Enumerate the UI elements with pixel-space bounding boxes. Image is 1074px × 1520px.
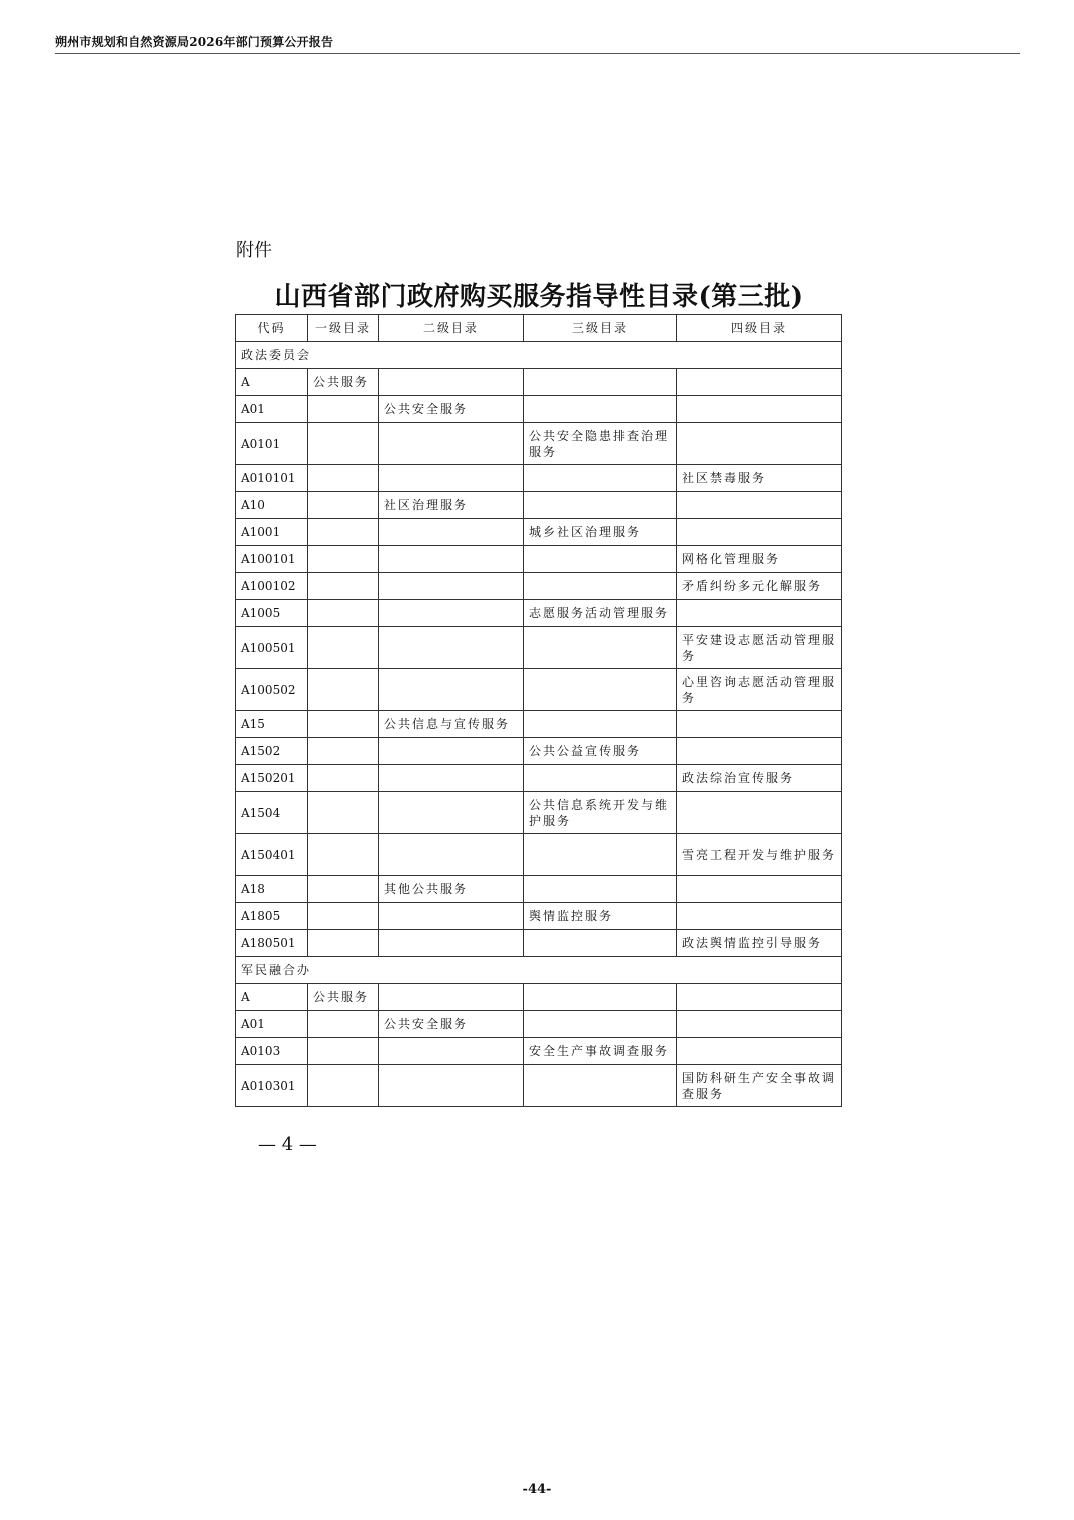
cell-level2 (379, 627, 524, 669)
cell-level2 (379, 465, 524, 492)
cell-level3 (524, 669, 677, 711)
cell-code: A1001 (236, 519, 308, 546)
cell-level2 (379, 369, 524, 396)
table-row (236, 423, 842, 465)
cell-level1 (308, 738, 379, 765)
cell-level4: 网格化管理服务 (677, 546, 842, 573)
table-row (236, 600, 842, 627)
cell-level1 (308, 1038, 379, 1065)
cell-level2 (379, 984, 524, 1011)
cell-level4 (677, 1038, 842, 1065)
cell-code: A01 (236, 396, 308, 423)
column-header-level1: 一级目录 (308, 315, 379, 342)
cell-level4 (677, 519, 842, 546)
table-row (236, 711, 842, 738)
cell-level4: 社区禁毒服务 (677, 465, 842, 492)
cell-level4 (677, 492, 842, 519)
footer-page-number: -44- (522, 1482, 552, 1497)
cell-level2 (379, 792, 524, 834)
table-body (236, 342, 842, 1107)
cell-level4: 雪亮工程开发与维护服务 (677, 834, 842, 876)
cell-code: A1502 (236, 738, 308, 765)
table-row (236, 396, 842, 423)
table-row (236, 984, 842, 1011)
cell-code: A18 (236, 876, 308, 903)
cell-level3 (524, 711, 677, 738)
table-row (236, 1065, 842, 1107)
cell-level3 (524, 1065, 677, 1107)
cell-level1 (308, 600, 379, 627)
cell-level3: 公共公益宣传服务 (524, 738, 677, 765)
cell-code: A0103 (236, 1038, 308, 1065)
header-divider (55, 53, 1020, 54)
table-row (236, 930, 842, 957)
cell-code: A (236, 369, 308, 396)
column-header-level3: 三级目录 (524, 315, 677, 342)
section-row (236, 342, 842, 369)
column-header-level2: 二级目录 (379, 315, 524, 342)
cell-level2 (379, 765, 524, 792)
cell-level4 (677, 876, 842, 903)
cell-code: A1504 (236, 792, 308, 834)
table-row (236, 876, 842, 903)
cell-level2 (379, 546, 524, 573)
cell-level1 (308, 396, 379, 423)
cell-level4: 政法舆情监控引导服务 (677, 930, 842, 957)
cell-code: A10 (236, 492, 308, 519)
cell-level2 (379, 903, 524, 930)
cell-level3 (524, 876, 677, 903)
cell-level3 (524, 396, 677, 423)
cell-level3: 安全生产事故调查服务 (524, 1038, 677, 1065)
inner-page-number: — 4 — (258, 1134, 317, 1155)
cell-level4: 心里咨询志愿活动管理服务 (677, 669, 842, 711)
cell-level4 (677, 903, 842, 930)
cell-level2 (379, 669, 524, 711)
cell-level2 (379, 600, 524, 627)
cell-level4 (677, 738, 842, 765)
cell-level2 (379, 1065, 524, 1107)
table-row (236, 627, 842, 669)
cell-level1 (308, 903, 379, 930)
cell-code: A010101 (236, 465, 308, 492)
cell-level1 (308, 573, 379, 600)
cell-level4: 国防科研生产安全事故调查服务 (677, 1065, 842, 1107)
cell-code: A1805 (236, 903, 308, 930)
table-row (236, 669, 842, 711)
cell-level3: 公共信息系统开发与维护服务 (524, 792, 677, 834)
cell-level2 (379, 573, 524, 600)
cell-level3: 城乡社区治理服务 (524, 519, 677, 546)
cell-level3: 公共安全隐患排查治理服务 (524, 423, 677, 465)
section-label: 军民融合办 (236, 957, 842, 984)
cell-level4 (677, 711, 842, 738)
cell-code: A150401 (236, 834, 308, 876)
cell-code: A (236, 984, 308, 1011)
cell-code: A180501 (236, 930, 308, 957)
cell-code: A0101 (236, 423, 308, 465)
cell-level4 (677, 600, 842, 627)
section-label: 政法委员会 (236, 342, 842, 369)
cell-level3 (524, 465, 677, 492)
cell-level4 (677, 1011, 842, 1038)
table-row (236, 765, 842, 792)
cell-code: A100101 (236, 546, 308, 573)
table-row (236, 834, 842, 876)
cell-level3 (524, 834, 677, 876)
cell-level4 (677, 396, 842, 423)
column-header-code: 代码 (236, 315, 308, 342)
cell-level2 (379, 930, 524, 957)
cell-code: A100502 (236, 669, 308, 711)
cell-level3: 舆情监控服务 (524, 903, 677, 930)
cell-level1 (308, 1011, 379, 1038)
cell-level1 (308, 792, 379, 834)
cell-level1 (308, 711, 379, 738)
cell-level3 (524, 573, 677, 600)
cell-level1 (308, 1065, 379, 1107)
cell-level4 (677, 984, 842, 1011)
cell-level3: 志愿服务活动管理服务 (524, 600, 677, 627)
section-row (236, 957, 842, 984)
cell-level2 (379, 423, 524, 465)
cell-level3 (524, 1011, 677, 1038)
cell-level1 (308, 423, 379, 465)
table-row (236, 903, 842, 930)
running-header: 朔州市规划和自然资源局2026年部门预算公开报告 (55, 35, 334, 49)
cell-level3 (524, 765, 677, 792)
cell-level3 (524, 546, 677, 573)
cell-level4 (677, 369, 842, 396)
cell-level3 (524, 369, 677, 396)
cell-level1 (308, 627, 379, 669)
cell-level2: 公共安全服务 (379, 1011, 524, 1038)
cell-level4: 平安建设志愿活动管理服务 (677, 627, 842, 669)
cell-level3 (524, 627, 677, 669)
cell-level1 (308, 930, 379, 957)
cell-level1: 公共服务 (308, 369, 379, 396)
table-row (236, 573, 842, 600)
table-row (236, 492, 842, 519)
column-header-level4: 四级目录 (677, 315, 842, 342)
table-row (236, 465, 842, 492)
cell-code: A01 (236, 1011, 308, 1038)
cell-level3 (524, 492, 677, 519)
cell-level1 (308, 765, 379, 792)
cell-level3 (524, 984, 677, 1011)
cell-level1 (308, 492, 379, 519)
cell-level1 (308, 546, 379, 573)
cell-level2 (379, 1038, 524, 1065)
cell-code: A010301 (236, 1065, 308, 1107)
table-header-row (236, 315, 842, 342)
cell-code: A15 (236, 711, 308, 738)
cell-level2 (379, 738, 524, 765)
cell-level4: 政法综治宣传服务 (677, 765, 842, 792)
cell-level4 (677, 423, 842, 465)
attachment-label: 附件 (236, 240, 272, 261)
cell-level2: 其他公共服务 (379, 876, 524, 903)
table-row (236, 519, 842, 546)
table-row (236, 1038, 842, 1065)
cell-level2: 社区治理服务 (379, 492, 524, 519)
cell-level4 (677, 792, 842, 834)
table-row (236, 369, 842, 396)
cell-level2: 公共信息与宣传服务 (379, 711, 524, 738)
cell-level2 (379, 519, 524, 546)
cell-code: A100102 (236, 573, 308, 600)
cell-level1 (308, 519, 379, 546)
cell-level1 (308, 876, 379, 903)
cell-level3 (524, 930, 677, 957)
table-row (236, 792, 842, 834)
cell-level1 (308, 465, 379, 492)
cell-level2: 公共安全服务 (379, 396, 524, 423)
table-row (236, 1011, 842, 1038)
document-title: 山西省部门政府购买服务指导性目录(第三批) (274, 282, 804, 312)
service-catalog-table (235, 314, 842, 1107)
cell-code: A100501 (236, 627, 308, 669)
cell-code: A150201 (236, 765, 308, 792)
cell-level1 (308, 669, 379, 711)
cell-level2 (379, 834, 524, 876)
cell-level1 (308, 834, 379, 876)
table-row (236, 546, 842, 573)
table-row (236, 738, 842, 765)
cell-code: A1005 (236, 600, 308, 627)
cell-level1: 公共服务 (308, 984, 379, 1011)
cell-level4: 矛盾纠纷多元化解服务 (677, 573, 842, 600)
